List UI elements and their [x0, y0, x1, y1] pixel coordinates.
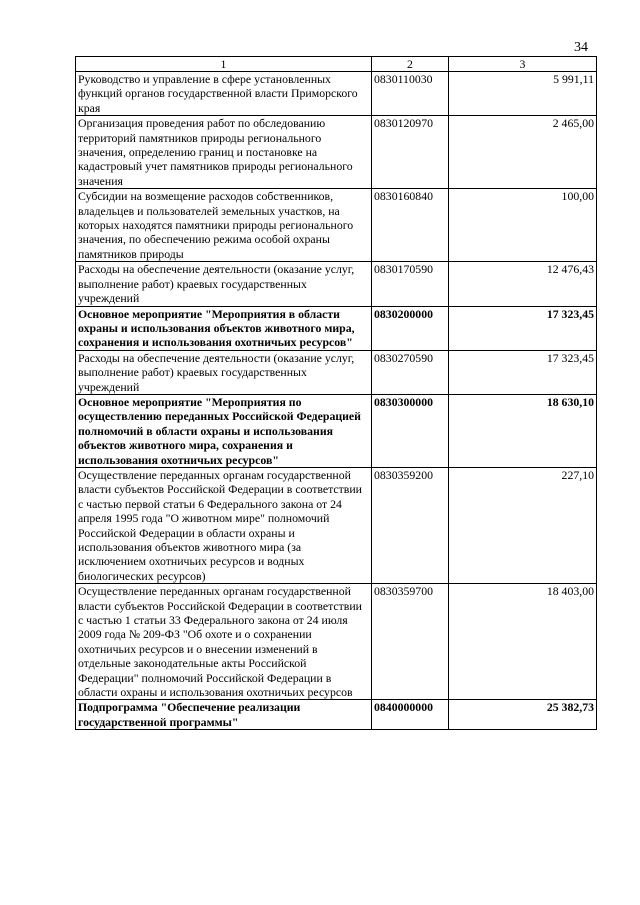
row-amount: 12 476,43: [449, 262, 597, 306]
row-amount: 100,00: [449, 189, 597, 262]
page-number: 34: [574, 40, 588, 55]
row-name: Руководство и управление в сфере установленных функций органов государственной власти Приморского края: [76, 72, 372, 116]
row-amount: 2 465,00: [449, 116, 597, 189]
row-amount: 25 382,73: [449, 700, 597, 730]
table-row: [76, 72, 597, 116]
column-header-2: 2: [372, 57, 449, 72]
row-name: Организация проведения работ по обследованию территорий памятников природы регионального значения, определению границ и постановке на кадастровый учет памятников природы регионального значения: [76, 116, 372, 189]
table-row: [76, 262, 597, 306]
row-code: 0830359700: [372, 584, 449, 700]
row-name: Осуществление переданных органам государственной власти субъектов Российской Федерации в соответствии с частью первой статьи 6 Федерального закона от 24 апреля 1995 года "О животном мире" полномочий Российской Федерации в области охраны и использования объектов животного мира (за исключением охотничьих ресурсов и водных биологических ресурсов): [76, 467, 372, 583]
row-code: 0830170590: [372, 262, 449, 306]
row-code: 0830270590: [372, 350, 449, 394]
table-row: [76, 116, 597, 189]
row-name: Основное мероприятие "Мероприятия в области охраны и использования объектов животного мира, сохранения и использования охотничьих ресурсов": [76, 306, 372, 350]
row-name: Расходы на обеспечение деятельности (оказание услуг, выполнение работ) краевых государственных учреждений: [76, 262, 372, 306]
row-code: 0830200000: [372, 306, 449, 350]
row-amount: 5 991,11: [449, 72, 597, 116]
row-amount: 18 403,00: [449, 584, 597, 700]
row-name: Расходы на обеспечение деятельности (оказание услуг, выполнение работ) краевых государственных учреждений: [76, 350, 372, 394]
row-code: 0830160840: [372, 189, 449, 262]
table-row: [76, 584, 597, 700]
row-name: Осуществление переданных органам государственной власти субъектов Российской Федерации в соответствии с частью 1 статьи 33 Федерального закона от 24 июля 2009 года № 209-ФЗ "Об охоте и о сохранении охотничьих ресурсов и о внесении изменений в отдельные законодательные акты Российской Федерации" полномочий Российской Федерации в области охраны и использования охотничьих ресурсов: [76, 584, 372, 700]
row-name: Подпрограмма "Обеспечение реализации государственной программы": [76, 700, 372, 730]
table-row: [76, 350, 597, 394]
table-row: [76, 467, 597, 583]
table-row: [76, 700, 597, 730]
row-code: 0830300000: [372, 394, 449, 467]
budget-table: [75, 56, 597, 730]
table-header-row: [76, 57, 597, 72]
row-code: 0840000000: [372, 700, 449, 730]
column-header-1: 1: [76, 57, 372, 72]
column-header-3: 3: [449, 57, 597, 72]
row-name: Субсидии на возмещение расходов собственников, владельцев и пользователей земельных участков, на которых находятся памятники природы регионального значения, по обеспечению режима особой охраны памятников природы: [76, 189, 372, 262]
row-amount: 18 630,10: [449, 394, 597, 467]
row-code: 0830359200: [372, 467, 449, 583]
row-amount: 17 323,45: [449, 350, 597, 394]
row-code: 0830120970: [372, 116, 449, 189]
table-row: [76, 306, 597, 350]
row-name: Основное мероприятие "Мероприятия по осуществлению переданных Российской Федерацией полномочий в области охраны и использования объектов животного мира, сохранения и использования охотничьих ресурсов": [76, 394, 372, 467]
row-amount: 17 323,45: [449, 306, 597, 350]
table-row: [76, 189, 597, 262]
table-row: [76, 394, 597, 467]
row-code: 0830110030: [372, 72, 449, 116]
row-amount: 227,10: [449, 467, 597, 583]
